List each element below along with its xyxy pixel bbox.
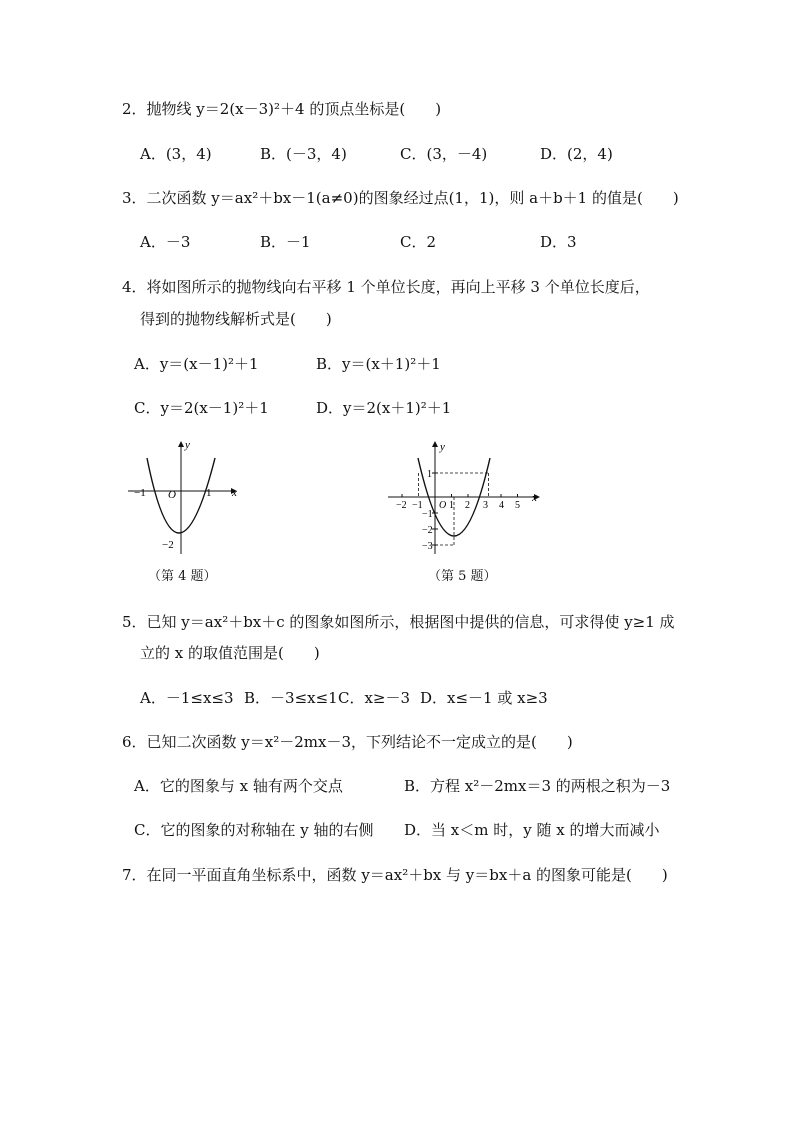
q3-option-b: B．－1 bbox=[260, 233, 311, 251]
q2-option-d: D．(2，4) bbox=[540, 145, 613, 163]
fig5-ytick-neg3: −3 bbox=[422, 541, 433, 552]
fig5-ytick-neg1: −1 bbox=[422, 509, 433, 520]
fig4-y-label: y bbox=[185, 439, 190, 451]
q3-option-a: A．－3 bbox=[140, 233, 191, 251]
question-5-stem-line2: 立的 x 的取值范围是( ) bbox=[140, 644, 320, 662]
fig4-origin-label: O bbox=[168, 489, 176, 501]
q3-option-d: D．3 bbox=[540, 233, 577, 251]
figure-4-graph bbox=[120, 436, 250, 558]
fig5-xtick-4: 4 bbox=[499, 500, 504, 511]
q5-option-d: D．x≤－1 或 x≥3 bbox=[420, 689, 548, 707]
q4-option-d: D．y＝2(x＋1)²＋1 bbox=[316, 399, 452, 417]
q5-option-a: A．－1≤x≤3 bbox=[140, 689, 234, 707]
q5-option-c: C．x≥－3 bbox=[338, 689, 411, 707]
q5-option-b: B．－3≤x≤1 bbox=[244, 689, 338, 707]
q6-option-a: A．它的图象与 x 轴有两个交点 bbox=[134, 777, 343, 795]
fig4-tick-neg2: −2 bbox=[162, 539, 174, 551]
fig5-y-label: y bbox=[440, 441, 445, 453]
fig5-ytick-neg2: −2 bbox=[422, 525, 433, 536]
fig4-x-label: x bbox=[232, 487, 237, 499]
question-7-stem: 7．在同一平面直角坐标系中，函数 y＝ax²＋bx 与 y＝bx＋a 的图象可能是( ) bbox=[122, 866, 668, 884]
figure-5-graph bbox=[384, 436, 546, 558]
q2-option-a: A．(3，4) bbox=[140, 145, 212, 163]
q2-option-c: C．(3，－4) bbox=[400, 145, 488, 163]
question-4-stem-line1: 4．将如图所示的抛物线向右平移 1 个单位长度，再向上平移 3 个单位长度后， bbox=[122, 278, 650, 296]
question-5-stem-line1: 5．已知 y＝ax²＋bx＋c 的图象如图所示，根据图中提供的信息，可求得使 y≥1 成 bbox=[122, 613, 675, 631]
q4-option-b: B．y＝(x＋1)²＋1 bbox=[316, 355, 441, 373]
fig5-ytick-1: 1 bbox=[427, 469, 432, 480]
fig5-xtick-neg2: −2 bbox=[396, 500, 407, 511]
q6-option-d: D．当 x＜m 时，y 随 x 的增大而减小 bbox=[404, 821, 660, 839]
fig5-origin-label: O bbox=[439, 500, 447, 511]
fig5-xtick-2: 2 bbox=[465, 500, 470, 511]
figure-4-caption: （第 4 题） bbox=[148, 569, 217, 584]
question-4-stem-line2: 得到的抛物线解析式是( ) bbox=[140, 310, 332, 328]
q3-option-c: C．2 bbox=[400, 233, 437, 251]
fig5-xtick-5: 5 bbox=[515, 500, 520, 511]
q2-option-b: B．(－3，4) bbox=[260, 145, 347, 163]
figure-5-caption: （第 5 题） bbox=[428, 569, 497, 584]
fig5-xtick-1: 1 bbox=[449, 500, 454, 511]
question-3-stem: 3．二次函数 y＝ax²＋bx－1(a≠0)的图象经过点(1，1)，则 a＋b＋1 的值是( ) bbox=[122, 189, 679, 207]
q6-option-c: C．它的图象的对称轴在 y 轴的右侧 bbox=[134, 821, 374, 839]
fig5-xtick-3: 3 bbox=[483, 500, 488, 511]
question-6-stem: 6．已知二次函数 y＝x²－2mx－3，下列结论不一定成立的是( ) bbox=[122, 733, 573, 751]
question-2-stem: 2．抛物线 y＝2(x－3)²＋4 的顶点坐标是( ) bbox=[122, 100, 442, 118]
fig4-tick-1: 1 bbox=[206, 487, 212, 499]
q4-option-c: C．y＝2(x－1)²＋1 bbox=[134, 399, 269, 417]
fig5-x-label: x bbox=[532, 492, 537, 504]
fig4-tick-neg1: −1 bbox=[134, 487, 146, 499]
fig5-xtick-neg1: −1 bbox=[412, 500, 423, 511]
q4-option-a: A．y＝(x－1)²＋1 bbox=[134, 355, 259, 373]
q6-option-b: B．方程 x²－2mx＝3 的两根之积为－3 bbox=[404, 777, 671, 795]
